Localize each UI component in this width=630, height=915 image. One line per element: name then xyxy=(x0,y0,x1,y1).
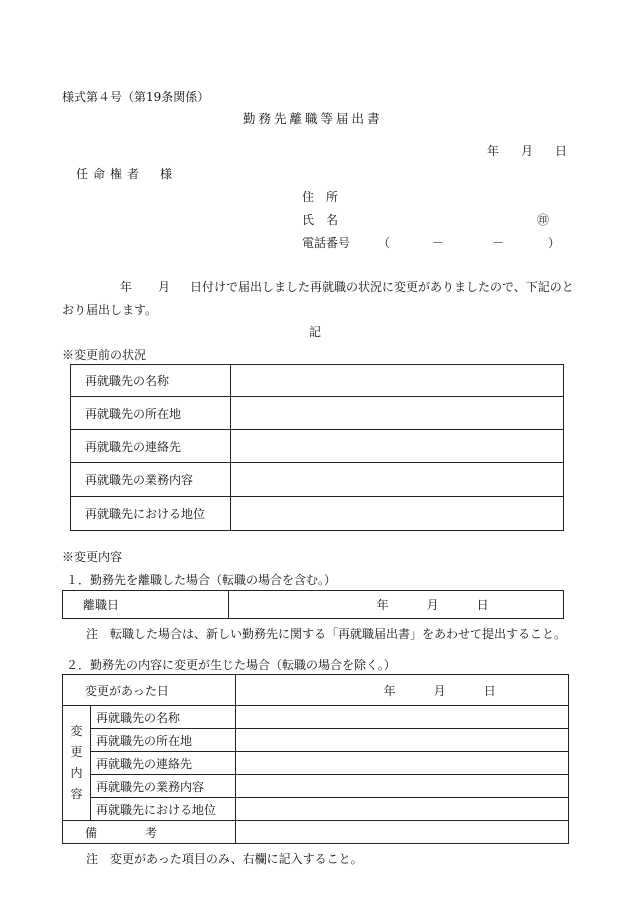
table-row xyxy=(63,591,564,619)
change-row-label: 再就職先の業務内容 xyxy=(90,775,235,798)
seal-mark: ㊞ xyxy=(537,213,550,227)
case2-table xyxy=(62,674,569,844)
address-label: 住 所 xyxy=(302,190,339,204)
date-day: 日 xyxy=(555,144,568,158)
table-row xyxy=(71,463,564,497)
change-date-field[interactable] xyxy=(235,675,568,706)
change-date-label: 変更があった日 xyxy=(63,675,236,706)
table-row xyxy=(71,497,564,531)
date-year: 年 xyxy=(487,144,500,158)
phone-open: （ xyxy=(378,236,391,250)
table-row xyxy=(63,706,569,729)
remarks-label: 備 考 xyxy=(63,821,236,844)
table-row xyxy=(71,397,564,430)
recipient-name: 任命権者 xyxy=(76,167,145,181)
case2-year: 年 xyxy=(383,683,396,698)
case1-year: 年 xyxy=(376,598,389,612)
form-title: 勤務先離職等届出書 xyxy=(243,111,383,126)
form-number: 様式第４号（第19条関係） xyxy=(62,90,210,104)
body-rest: 日付けで届出しました再就職の状況に変更がありましたので、下記のと xyxy=(190,280,574,294)
change-row-field[interactable] xyxy=(235,706,568,729)
before-heading: ※変更前の状況 xyxy=(62,348,147,362)
body-year: 年 xyxy=(120,280,133,294)
before-row-label: 再就職先における地位 xyxy=(71,497,231,531)
table-row xyxy=(63,775,569,798)
body-line-1 xyxy=(120,278,574,295)
case2-month: 月 xyxy=(433,683,446,698)
body-month: 月 xyxy=(158,280,171,294)
change-row-label: 再就職先の所在地 xyxy=(90,729,235,752)
recipient xyxy=(76,165,172,182)
remarks-field[interactable] xyxy=(235,821,568,844)
date-month: 月 xyxy=(521,144,534,158)
table-row xyxy=(71,365,564,397)
case1-title: １．勤務先を離職した場合（転職の場合を含む。） xyxy=(66,573,337,587)
table-row xyxy=(63,729,569,752)
before-row-field[interactable] xyxy=(230,397,563,430)
case1-day: 日 xyxy=(476,598,489,612)
table-row xyxy=(63,752,569,775)
change-row-field[interactable] xyxy=(235,775,568,798)
date-line xyxy=(487,142,567,159)
before-table xyxy=(70,364,564,531)
phone-dash-1: － xyxy=(432,236,445,250)
case1-month: 月 xyxy=(426,598,439,612)
changes-heading: ※変更内容 xyxy=(62,550,123,564)
before-row-label: 再就職先の業務内容 xyxy=(71,463,231,497)
change-row-field[interactable] xyxy=(235,798,568,821)
recipient-suffix: 様 xyxy=(160,167,173,181)
body-line-2: おり届出します。 xyxy=(62,303,158,317)
ki-mark: 記 xyxy=(309,325,322,339)
table-row xyxy=(63,821,569,844)
resignation-date-field[interactable] xyxy=(228,591,563,619)
change-row-field[interactable] xyxy=(235,729,568,752)
case1-note: 注 転職した場合は、新しい勤務先に関する「再就職届出書」をあわせて提出すること。 xyxy=(86,627,567,641)
before-row-field[interactable] xyxy=(230,463,563,497)
case1-table xyxy=(62,590,564,619)
case2-title: ２．勤務先の内容に変更が生じた場合（転職の場合を除く。） xyxy=(66,658,396,672)
before-row-field[interactable] xyxy=(230,430,563,463)
before-row-field[interactable] xyxy=(230,365,563,397)
table-row xyxy=(63,798,569,821)
table-row xyxy=(63,675,569,706)
before-row-label: 再就職先の名称 xyxy=(71,365,231,397)
phone-label: 電話番号 xyxy=(302,236,351,250)
change-row-label: 再就職先の名称 xyxy=(90,706,235,729)
case2-day: 日 xyxy=(483,683,496,698)
phone-dash-2: － xyxy=(492,236,505,250)
change-row-field[interactable] xyxy=(235,752,568,775)
table-row xyxy=(71,430,564,463)
change-row-label: 再就職先における地位 xyxy=(90,798,235,821)
change-content-side-label: 変 更 内 容 xyxy=(63,706,91,821)
case2-note: 注 変更があった項目のみ、右欄に記入すること。 xyxy=(86,852,363,866)
before-row-field[interactable] xyxy=(230,497,563,531)
before-row-label: 再就職先の連絡先 xyxy=(71,430,231,463)
before-row-label: 再就職先の所在地 xyxy=(71,397,231,430)
resignation-date-label: 離職日 xyxy=(63,591,229,619)
name-label: 氏 名 xyxy=(302,213,339,227)
change-row-label: 再就職先の連絡先 xyxy=(90,752,235,775)
phone-close: ） xyxy=(548,236,561,250)
